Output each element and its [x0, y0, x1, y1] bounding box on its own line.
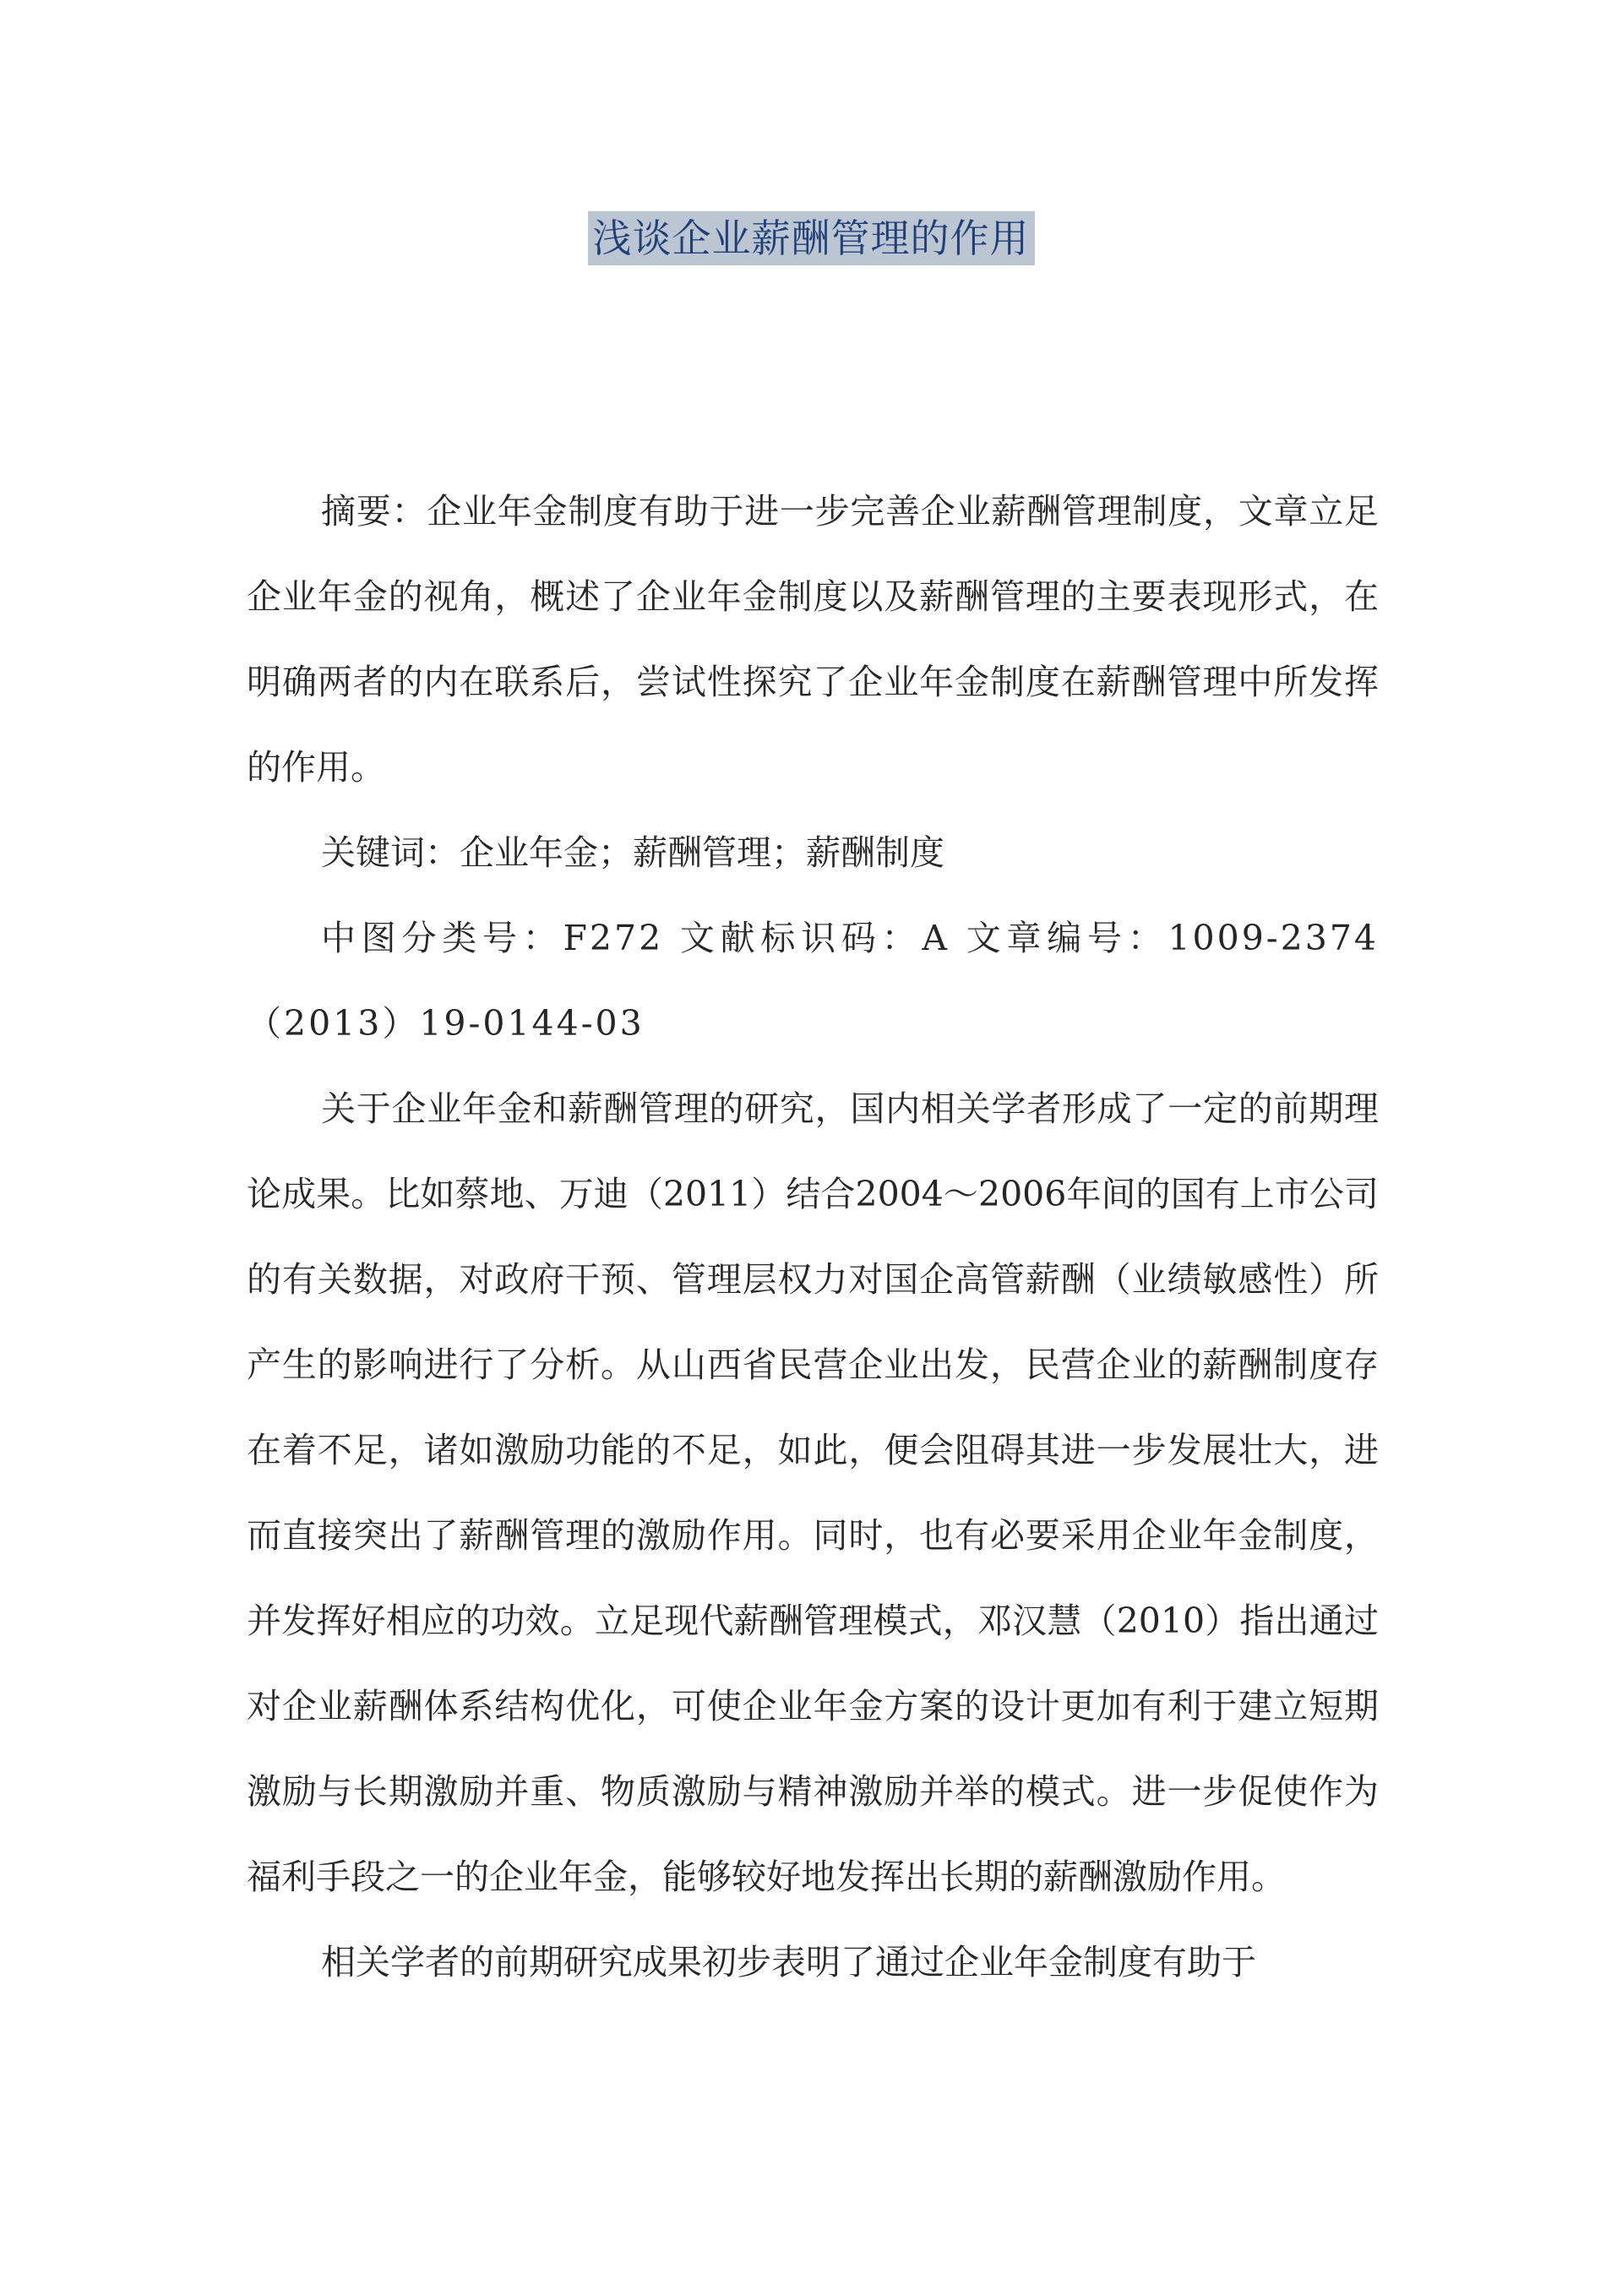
document-title[interactable]: 浅谈企业薪酬管理的作用: [588, 211, 1035, 265]
body-paragraph: 相关学者的前期研究成果初步表明了通过企业年金制度有助于: [321, 1942, 1256, 1982]
document-body: [247, 469, 1379, 2005]
title-container: [0, 211, 1622, 265]
body-paragraph: 关于企业年金和薪酬管理的研究，国内相关学者形成了一定的前期理论成果。比如蔡地、万迪（2011）结合2004～2006年间的国有上市公司的有关数据，对政府干预、管理层权力对国企高管薪酬（业绩敏感性）所产生的影响进行了分析。从山西省民营企业出发，民营企业的薪酬制度存在着不足，诸如激励功能的不足，如此，便会阻碍其进一步发展壮大，进而直接突出了薪酬管理的激励作用。同时，也有必要采用企业年金制度，并发挥好相应的功效。立足现代薪酬管理模式，邓汉慧（2010）指出通过对企业薪酬体系结构优化，可使企业年金方案的设计更加有利于建立短期激励与长期激励并重、物质激励与精神激励并举的模式。进一步促使作为福利手段之一的企业年金，能够较好地发挥出长期的薪酬激励作用。: [247, 1088, 1379, 1897]
classification-line: 中图分类号：F272 文献标识码：A 文章编号：1009-2374（2013）19-0144-03: [247, 918, 1379, 1044]
abstract-paragraph: 摘要：企业年金制度有助于进一步完善企业薪酬管理制度，文章立足企业年金的视角，概述了企业年金制度以及薪酬管理的主要表现形式，在明确两者的内在联系后，尝试性探究了企业年金制度在薪酬管理中所发挥的作用。: [247, 491, 1379, 788]
keywords-line: 关键词：企业年金；薪酬管理；薪酬制度: [321, 832, 944, 873]
